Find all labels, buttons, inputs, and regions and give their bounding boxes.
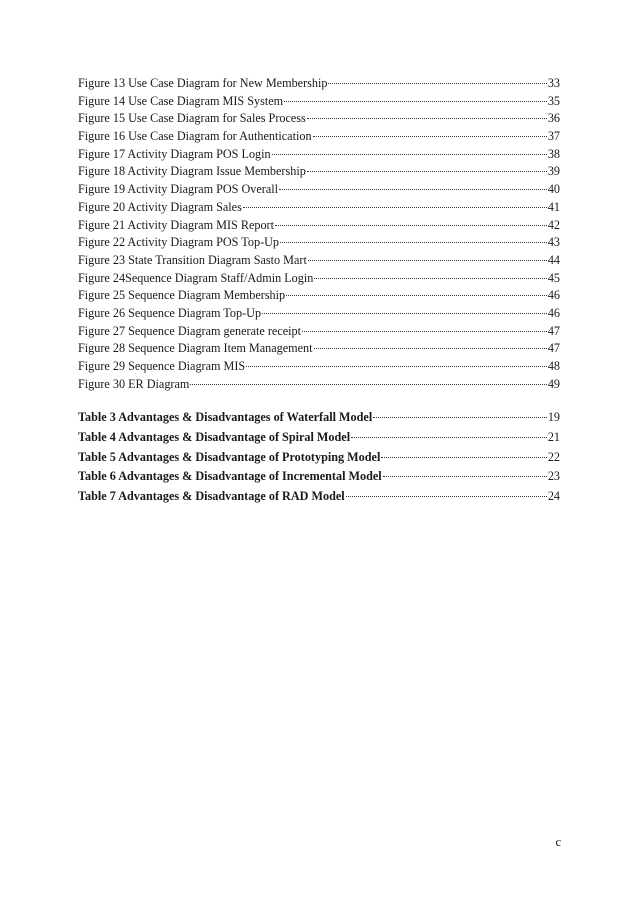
table-entry-title: Table 4 Advantages & Disadvantage of Spiral Model xyxy=(78,429,351,444)
figure-entry[interactable] xyxy=(78,146,560,164)
figure-entry[interactable] xyxy=(78,128,560,146)
dot-leader xyxy=(328,82,546,84)
figure-entry-page-number: 33 xyxy=(547,76,560,90)
dot-leader xyxy=(307,170,547,172)
table-entry-title: Table 7 Advantages & Disadvantage of RAD Model xyxy=(78,489,345,504)
figure-entry-title: Figure 14 Use Case Diagram MIS System xyxy=(78,93,284,108)
table-entry[interactable] xyxy=(78,467,560,487)
dot-leader xyxy=(246,365,547,367)
figure-entry[interactable] xyxy=(78,323,560,341)
figure-entry[interactable] xyxy=(78,163,560,181)
figure-entry[interactable] xyxy=(78,93,560,111)
dot-leader xyxy=(381,456,546,458)
figure-entry[interactable] xyxy=(78,110,560,128)
figure-entry-page-number: 41 xyxy=(547,199,560,214)
figure-entry[interactable] xyxy=(78,305,560,323)
figure-entry-page-number: 39 xyxy=(547,164,560,179)
figure-entry[interactable] xyxy=(78,376,560,394)
figure-entry[interactable] xyxy=(78,199,560,217)
figure-entry[interactable] xyxy=(78,340,560,358)
dot-leader xyxy=(262,312,547,314)
figure-entry-title: Figure 20 Activity Diagram Sales xyxy=(78,199,242,214)
figure-entry-page-number: 37 xyxy=(547,129,560,144)
figure-entry[interactable] xyxy=(78,234,560,252)
figure-entry-page-number: 45 xyxy=(547,270,560,285)
figure-entry-title: Figure 29 Sequence Diagram MIS xyxy=(78,359,246,373)
figure-entry-title: Figure 13 Use Case Diagram for New Membership xyxy=(78,76,328,90)
table-entry-page-number: 24 xyxy=(547,489,560,504)
dot-leader xyxy=(307,117,547,119)
table-entry-title: Table 3 Advantages & Disadvantages of Waterfall Model xyxy=(78,410,373,424)
table-entry-title: Table 6 Advantages & Disadvantage of Incremental Model xyxy=(78,469,382,484)
figure-entry[interactable] xyxy=(78,287,560,305)
dot-leader xyxy=(272,153,547,155)
list-of-tables xyxy=(78,408,560,507)
figure-entry-title: Figure 27 Sequence Diagram generate receipt xyxy=(78,323,301,338)
figure-entry-page-number: 49 xyxy=(547,376,560,391)
dot-leader xyxy=(279,188,547,190)
figure-entry-title: Figure 16 Use Case Diagram for Authentication xyxy=(78,129,312,144)
figure-entry-title: Figure 22 Activity Diagram POS Top-Up xyxy=(78,235,280,250)
dot-leader xyxy=(284,100,547,102)
figure-entry-page-number: 36 xyxy=(547,111,560,126)
figure-entry[interactable] xyxy=(78,252,560,270)
table-entry[interactable] xyxy=(78,408,560,428)
dot-leader xyxy=(351,436,547,438)
dot-leader xyxy=(302,330,547,332)
table-entry-page-number: 22 xyxy=(547,449,560,464)
figure-entry[interactable] xyxy=(78,75,560,93)
figure-entry-title: Figure 25 Sequence Diagram Membership xyxy=(78,288,286,303)
dot-leader xyxy=(313,135,547,137)
table-entry-page-number: 21 xyxy=(547,429,560,444)
dot-leader xyxy=(383,475,547,477)
dot-leader xyxy=(275,224,547,226)
table-entry[interactable] xyxy=(78,448,560,468)
figure-entry-page-number: 46 xyxy=(547,305,560,320)
figure-entry-page-number: 44 xyxy=(547,252,560,267)
dot-leader xyxy=(373,416,547,418)
figure-entry-title: Figure 28 Sequence Diagram Item Management xyxy=(78,341,313,356)
dot-leader xyxy=(314,347,547,349)
dot-leader xyxy=(243,206,547,208)
dot-leader xyxy=(286,294,547,296)
figure-entry[interactable] xyxy=(78,217,560,235)
page-number-footer: c xyxy=(555,835,561,849)
figure-entry-page-number: 47 xyxy=(547,341,560,356)
dot-leader xyxy=(190,383,546,385)
figure-entry-title: Figure 19 Activity Diagram POS Overall xyxy=(78,182,279,197)
table-entry-page-number: 19 xyxy=(547,410,560,424)
dot-leader xyxy=(280,241,547,243)
table-entry[interactable] xyxy=(78,428,560,448)
figure-entry-title: Figure 15 Use Case Diagram for Sales Process xyxy=(78,111,306,126)
figure-entry-page-number: 35 xyxy=(547,93,560,108)
dot-leader xyxy=(314,277,546,279)
figure-entry-title: Figure 24Sequence Diagram Staff/Admin Login xyxy=(78,270,314,285)
dot-leader xyxy=(308,259,547,261)
figure-entry-page-number: 47 xyxy=(547,323,560,338)
table-entry[interactable] xyxy=(78,487,560,507)
figure-entry-title: Figure 26 Sequence Diagram Top-Up xyxy=(78,305,262,320)
figure-entry-title: Figure 23 State Transition Diagram Sasto Mart xyxy=(78,252,307,267)
figure-entry-page-number: 46 xyxy=(547,288,560,303)
list-of-figures xyxy=(78,75,560,393)
figure-entry-page-number: 48 xyxy=(547,359,560,373)
figure-entry[interactable] xyxy=(78,181,560,199)
figure-entry-title: Figure 21 Activity Diagram MIS Report xyxy=(78,217,274,232)
table-entry-title: Table 5 Advantages & Disadvantage of Prototyping Model xyxy=(78,449,381,464)
figure-entry-page-number: 40 xyxy=(547,182,560,197)
figure-entry-title: Figure 30 ER Diagram xyxy=(78,376,190,391)
table-entry-page-number: 23 xyxy=(547,469,560,484)
figure-entry[interactable] xyxy=(78,358,560,376)
figure-entry-title: Figure 18 Activity Diagram Issue Membership xyxy=(78,164,306,179)
figure-entry-title: Figure 17 Activity Diagram POS Login xyxy=(78,146,271,161)
figure-entry-page-number: 42 xyxy=(547,217,560,232)
figure-entry[interactable] xyxy=(78,270,560,288)
figure-entry-page-number: 38 xyxy=(547,146,560,161)
figure-entry-page-number: 43 xyxy=(547,235,560,250)
dot-leader xyxy=(346,495,547,497)
